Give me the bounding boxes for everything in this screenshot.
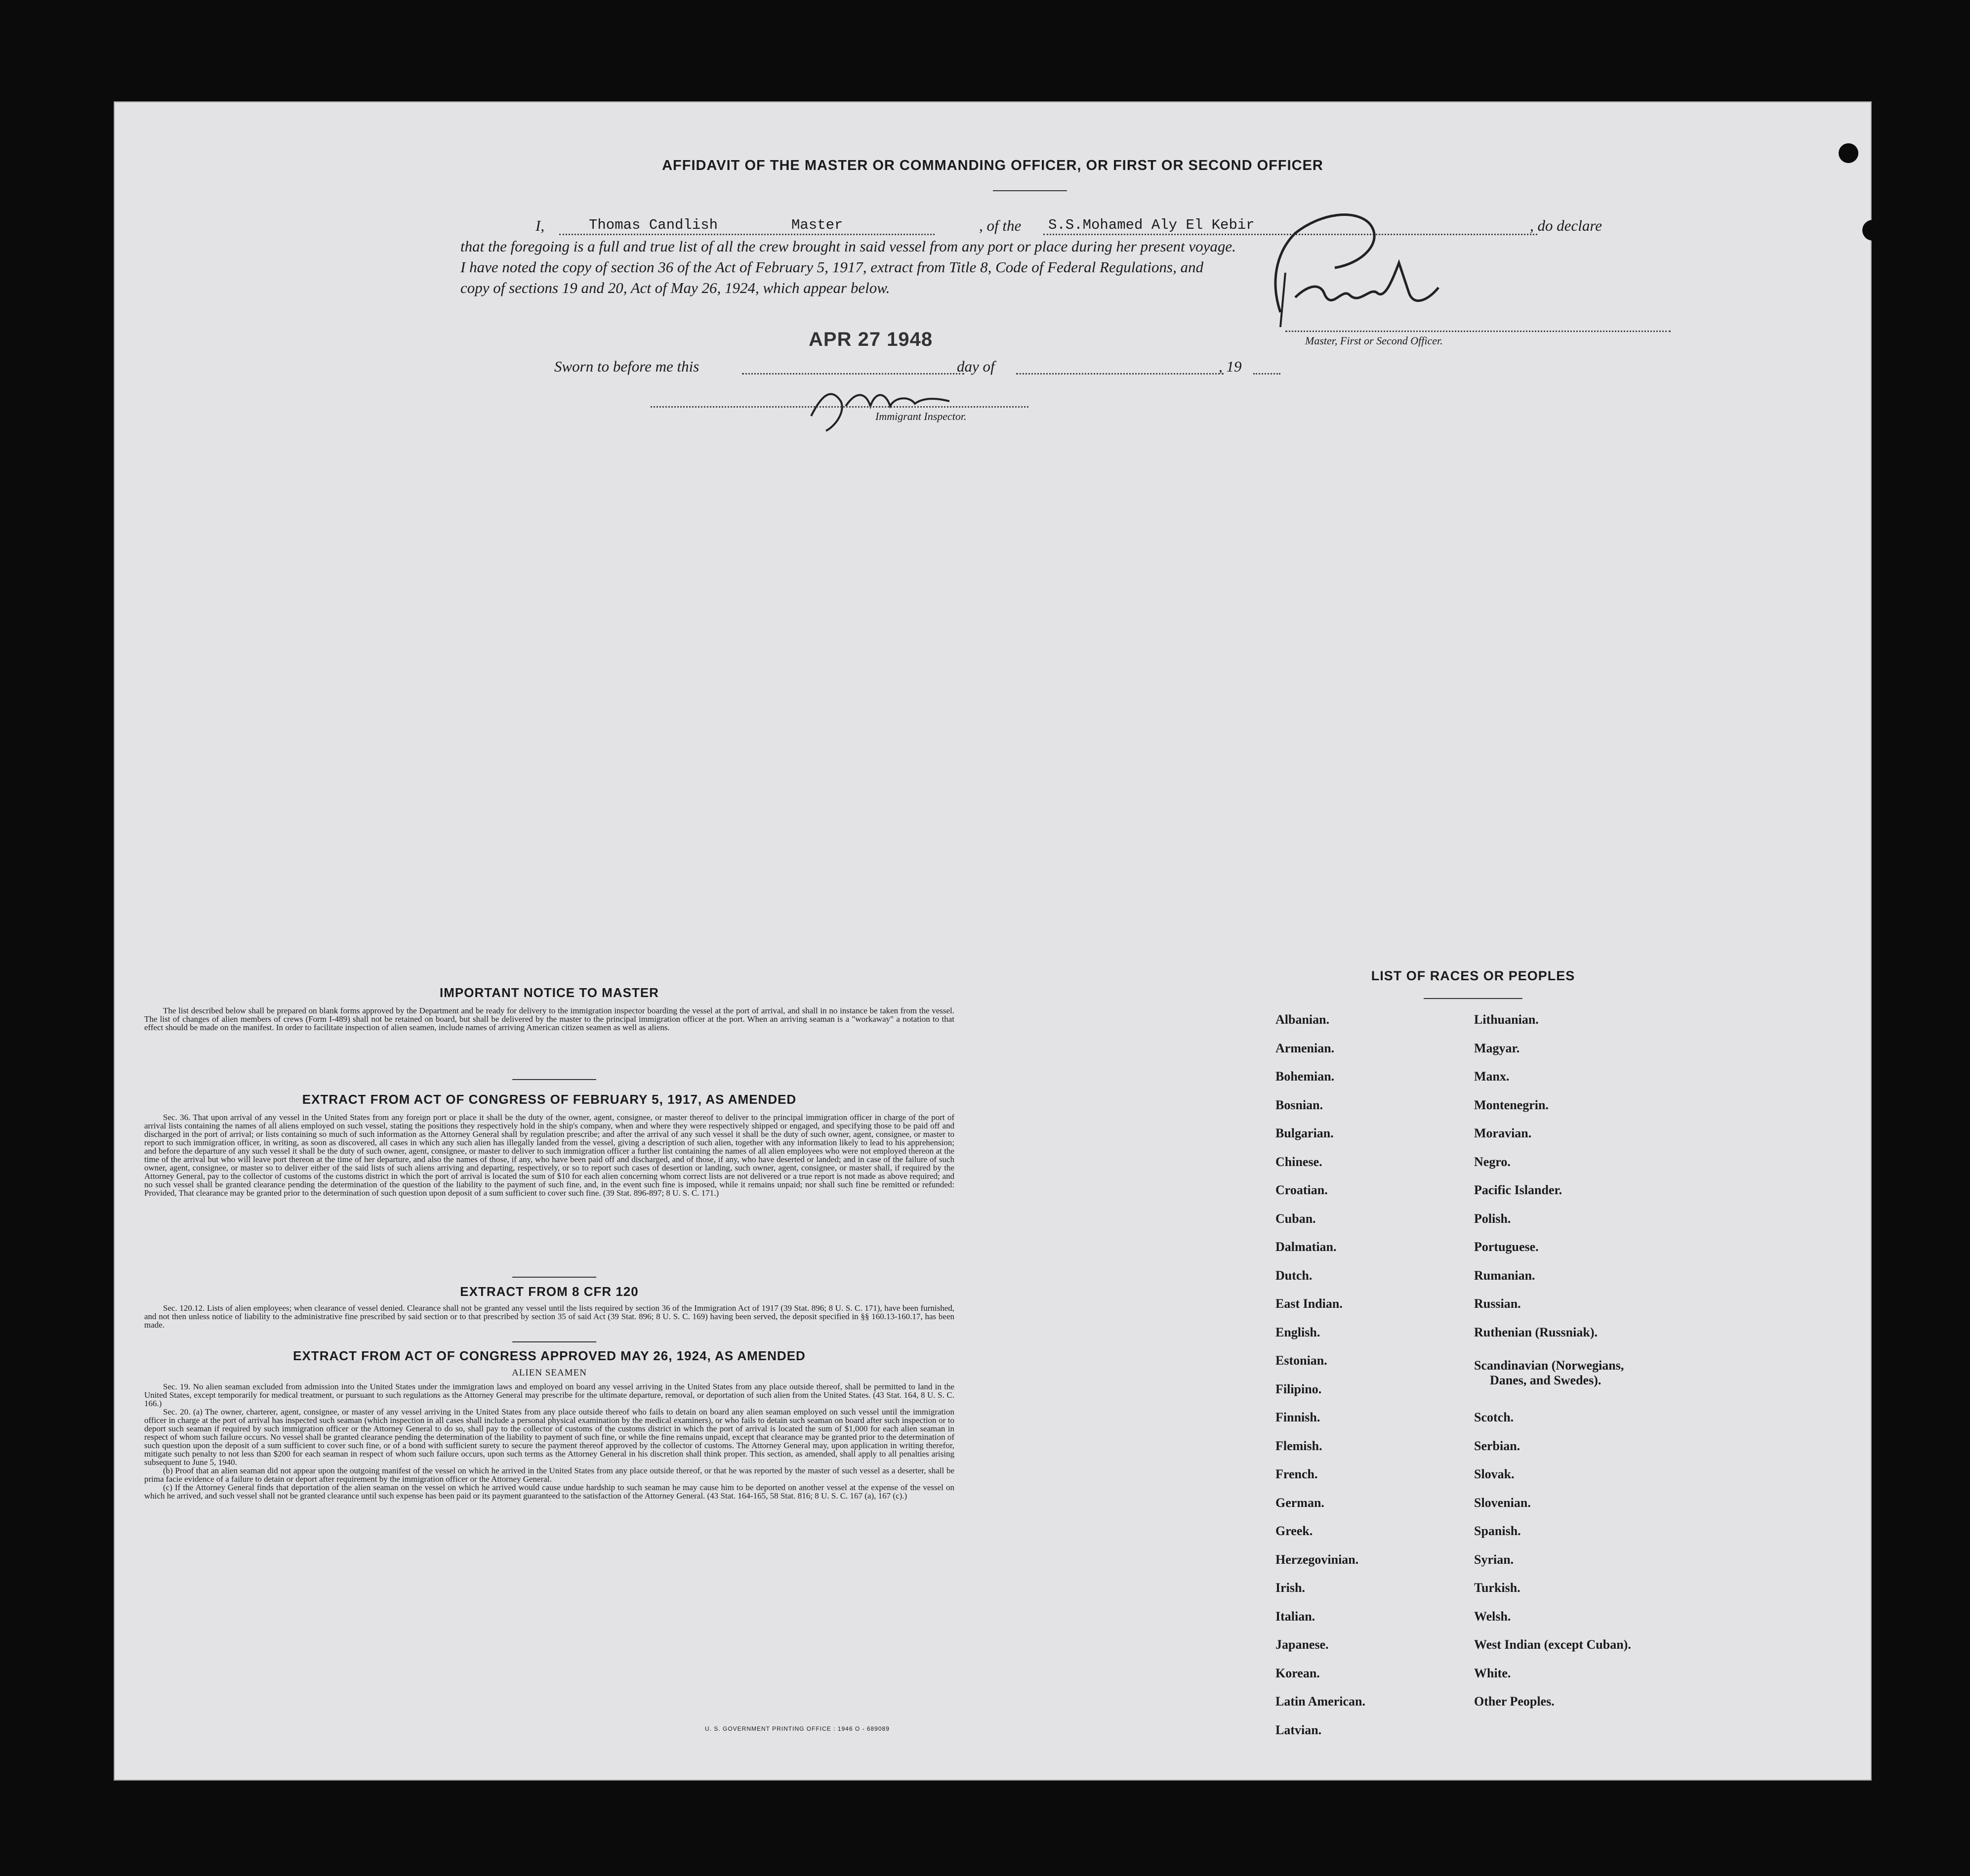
- race-item: Finnish.: [1275, 1410, 1320, 1424]
- master-rank: Master: [791, 217, 843, 233]
- master-signature: [1251, 194, 1458, 337]
- of-the-label: , of the: [979, 217, 1022, 234]
- year-blank: [1253, 373, 1280, 375]
- binder-hole: [1879, 1221, 1902, 1245]
- race-item: Greek.: [1275, 1524, 1313, 1538]
- affidavit-line-2: that the foregoing is a full and true list of all the crew brought in said vessel from any port or place during her present voyage.: [460, 238, 1236, 255]
- race-item: Negro.: [1474, 1154, 1511, 1169]
- form-page: [114, 101, 1872, 1781]
- race-item: Serbian.: [1474, 1438, 1520, 1453]
- race-item: German.: [1275, 1495, 1324, 1510]
- extract-cfr-heading: EXTRACT FROM 8 CFR 120: [460, 1284, 639, 1299]
- sec120-text: Sec. 120.12. Lists of alien employees; when clearance of vessel denied. Clearance shall not be granted any vessel until the lists required by section 36 of the Immigration Act of 1917 (39 Stat. 896; 8 U. S. C. 171), have been furnished, and not then unless notice of liability to the administrative fine prescribed by said section or to that prescribed by section 35 of said Act (39 Stat. 896; 8 U. S. C. 169) having been served, the deposit specified in §§ 160.13-160.17, has been made.: [144, 1303, 954, 1330]
- extract-cfr-rule: [512, 1341, 596, 1342]
- sec20c-text: (c) If the Attorney General finds that deportation of the alien seaman on the vessel on which he arrived would cause undue hardship to such seaman he may cause him to be deported on another vessel at the expense of the vessel on which he arrived, and such vessel shall not be granted clearance until such expense has been paid or its payment guaranteed to the satisfaction of the Attorney General. (43 Stat. 164-165, 58 Stat. 816; 8 U. S. C. 167 (a), 167 (c).): [144, 1483, 954, 1501]
- race-item: Spanish.: [1474, 1524, 1521, 1538]
- inspector-blank: [651, 406, 1028, 408]
- race-item: Syrian.: [1474, 1552, 1514, 1567]
- race-item: Dutch.: [1275, 1268, 1313, 1283]
- race-item: Slovak.: [1474, 1467, 1515, 1481]
- binder-hole: [1880, 247, 1903, 270]
- extract1924-body: [144, 1382, 954, 1500]
- affidavit-line-3: I have noted the copy of section 36 of the Act of February 5, 1917, extract from Title 8, Code of Federal Regulations, and: [460, 258, 1204, 276]
- signature-blank: [1285, 331, 1671, 332]
- race-item: Bosnian.: [1275, 1097, 1323, 1112]
- races-right-column: [1474, 1012, 1631, 1723]
- race-item: Albanian.: [1275, 1012, 1330, 1027]
- race-item: Scandinavian (Norwegians,: [1474, 1358, 1624, 1373]
- race-item: Italian.: [1275, 1609, 1315, 1624]
- race-item: Bohemian.: [1275, 1069, 1335, 1084]
- race-item: Latvian.: [1275, 1722, 1322, 1737]
- race-item: Herzegovinian.: [1275, 1552, 1359, 1567]
- race-item: Croatian.: [1275, 1183, 1328, 1197]
- binder-hole: [1879, 1433, 1902, 1457]
- race-item: Moravian.: [1474, 1126, 1532, 1140]
- race-item: Ruthenian (Russniak).: [1474, 1325, 1598, 1339]
- notice-text: The list described below shall be prepared on blank forms approved by the Department and be ready for delivery to the immigration inspector boarding the vessel at the port of arrival, and shall in no instance be taken from the vessel. The list of changes of alien members of crews (Form I-489) shall not be retained on board, but shall be delivered by the master to the principal immigration officer at the port. When an arriving seaman is a "workaway" a notation to that effect should be made on the manifest. In order to facilitate inspection of alien seamen, include names of arriving American citizen seamen as well as aliens.: [144, 1006, 954, 1032]
- extract1917-heading: EXTRACT FROM ACT OF CONGRESS OF FEBRUARY 5, 1917, AS AMENDED: [302, 1092, 797, 1107]
- race-item: Latin American.: [1275, 1694, 1365, 1709]
- year-label: , 19: [1219, 358, 1242, 375]
- title-rule: [993, 190, 1067, 191]
- extract1917-rule: [512, 1277, 596, 1278]
- binder-hole: [1862, 220, 1883, 241]
- sec20a-text: Sec. 20. (a) The owner, charterer, agent, consignee, or master of any vessel arriving in the United States from any place outside thereof who fails to detain on board any alien seaman employed on such vessel until the immigration officer in charge at the port of arrival has inspected such seaman (which inspection in all cases shall include a personal physical examination by the medical examiners), or who fails to detain such seaman on board after such inspection or to deport such seaman if required by such immigration officer or the Attorney General to do so, shall pay to the collector of customs of the customs district in which the port of arrival is located the sum of $1,000 for each alien seaman in respect of whom such failure occurs. No vessel shall be granted clearance pending the determination of the liability to payment of such fine, or while the fine remains unpaid, except that clearance may be granted prior to the determination of such question upon the deposit of a sum sufficient to cover such fine, or of a bond with sufficient surety to secure the payment thereof approved by the collector of customs. The Attorney General may, upon application in writing therefor, mitigate such penalty to not less than $200 for each seaman in respect of whom such failure occurs, upon such terms as the Attorney General in his discretion shall think proper. This section, as amended, shall apply to all penalties arising subsequent to June 5, 1940.: [144, 1407, 954, 1467]
- sec36-text: Sec. 36. That upon arrival of any vessel in the United States from any foreign port or place it shall be the duty of the owner, agent, consignee, or master thereof to deliver to the principal immigration officer in charge of the port of arrival lists containing the names of all aliens employed on such vessel, stating the positions they respectively hold in the ship's company, when and where they were respectively shipped or engaged, and specifying those to be paid off and discharged in the port of arrival; or lists containing so much of such information as the Attorney General shall by regulation prescribe; and after the arrival of any such vessel it shall be the duty of such owner, agent, consignee, or master to report to such immigration officer, in writing, as soon as discovered, all cases in which any such alien has illegally landed from the vessel, giving a description of such alien, together with any information likely to lead to his apprehension; and before the departure of any such vessel it shall be the duty of such owner, agent, consignee, or master to deliver to such immigration officer a further list containing the names of all alien employees who were not employed thereon at the time of the arrival but who will leave port thereon at the time of her departure, and also the names of those, if any, who have been paid off and discharged, and of those, if any, who have deserted or landed; and in case of the failure of such owner, agent, consignee, or master so to deliver either of the said lists of such aliens arriving and departing, respectively, or so to report such cases of desertion or landing, such owner, agent, consignee, or master shall, if required by the Attorney General, pay to the collector of customs of the customs district in which the port of arrival is located the sum of $10 for each alien concerning whom correct lists are not delivered or a true report is not made as above required; and no such vessel shall be granted clearance pending the determination of the question of the liability to the payment of such fine, and, in the event such fine is imposed, while it remains unpaid; nor shall such fine be remitted or refunded: Provided, That clearance may be granted prior to the determination of such question upon deposit of a sum sufficient to cover such fine. (39 Stat. 896-897; 8 U. S. C. 171.): [144, 1113, 954, 1198]
- date-stamp: APR 27 1948: [809, 329, 933, 350]
- race-item: Filipino.: [1275, 1381, 1322, 1396]
- affidavit-i: I,: [535, 217, 545, 234]
- race-item: Manx.: [1474, 1069, 1510, 1084]
- sworn-label: Sworn to before me this: [554, 358, 699, 375]
- signature-caption: Master, First or Second Officer.: [1305, 334, 1443, 347]
- sec19-text: Sec. 19. No alien seaman excluded from admission into the United States under the immigration laws and employed on board any vessel arriving in the United States from any place outside thereof, shall be permitted to land in the United States, except temporarily for medical treatment, or pursuant to such regulations as the Attorney General may prescribe for the ultimate departure, removal, or deportation of such alien from the United States. (43 Stat. 164, 8 U. S. C. 166.): [144, 1382, 954, 1408]
- race-item: French.: [1275, 1467, 1318, 1481]
- binder-hole: [1879, 332, 1902, 356]
- race-item: White.: [1474, 1666, 1511, 1680]
- alien-seamen-subheading: ALIEN SEAMEN: [512, 1368, 587, 1378]
- race-item: Armenian.: [1275, 1041, 1335, 1055]
- race-item: Russian.: [1474, 1296, 1521, 1311]
- declare-label: , do declare: [1530, 217, 1602, 234]
- race-item: Rumanian.: [1474, 1268, 1535, 1283]
- extract-cfr-body: [144, 1304, 954, 1329]
- race-item: Bulgarian.: [1275, 1126, 1334, 1140]
- race-item: Irish.: [1275, 1581, 1305, 1595]
- notice-body: [144, 1006, 954, 1032]
- races-left-column: [1275, 1012, 1365, 1751]
- affidavit-line-1: [535, 217, 544, 235]
- binder-hole: [1879, 667, 1902, 691]
- printer-imprint: U. S. GOVERNMENT PRINTING OFFICE : 1946 O - 689089: [705, 1725, 890, 1732]
- notice-rule: [512, 1079, 596, 1080]
- race-item: Slovenian.: [1474, 1495, 1531, 1510]
- vessel-name: S.S.Mohamed Aly El Kebir: [1048, 217, 1255, 233]
- race-item: Turkish.: [1474, 1581, 1520, 1595]
- day-of-label: day of: [957, 358, 995, 375]
- race-item: Korean.: [1275, 1666, 1320, 1680]
- race-item: Magyar.: [1474, 1041, 1520, 1055]
- binder-hole: [1879, 1551, 1902, 1575]
- affidavit-line-4: copy of sections 19 and 20, Act of May 26, 1924, which appear below.: [460, 279, 890, 296]
- sworn-day-blank: [742, 373, 964, 375]
- binder-hole: [1879, 1137, 1902, 1161]
- race-item: West Indian (except Cuban).: [1474, 1637, 1631, 1652]
- binder-hole: [1839, 143, 1858, 163]
- notice-heading: IMPORTANT NOTICE TO MASTER: [440, 985, 659, 1000]
- race-item: English.: [1275, 1325, 1320, 1339]
- race-item: Lithuanian.: [1474, 1012, 1539, 1027]
- race-item: Portuguese.: [1474, 1240, 1539, 1254]
- race-item: Japanese.: [1275, 1637, 1329, 1652]
- race-item: Montenegrin.: [1474, 1097, 1549, 1112]
- race-item: Chinese.: [1275, 1154, 1322, 1169]
- race-item: Cuban.: [1275, 1211, 1316, 1226]
- race-item: Flemish.: [1275, 1438, 1322, 1453]
- race-item: Scotch.: [1474, 1410, 1514, 1424]
- race-item: Estonian.: [1275, 1353, 1327, 1368]
- month-blank: [1016, 373, 1224, 375]
- race-item: Welsh.: [1474, 1609, 1511, 1624]
- extract1924-heading: EXTRACT FROM ACT OF CONGRESS APPROVED MAY 26, 1924, AS AMENDED: [293, 1348, 806, 1363]
- race-item: Polish.: [1474, 1211, 1511, 1226]
- race-item: Pacific Islander.: [1474, 1183, 1562, 1197]
- races-rule: [1424, 998, 1522, 999]
- race-item: East Indian.: [1275, 1296, 1343, 1311]
- affidavit-title: AFFIDAVIT OF THE MASTER OR COMMANDING OFFICER, OR FIRST OR SECOND OFFICER: [662, 158, 1323, 173]
- races-heading: LIST OF RACES OR PEOPLES: [1371, 968, 1575, 983]
- binder-hole: [1879, 581, 1902, 604]
- sec20b-text: (b) Proof that an alien seaman did not appear upon the outgoing manifest of the vessel on which he arrived in the United States from any place outside thereof, or that he was reported by the master of such vessel as a deserter, shall be prima facie evidence of a failure to detain or deport after requirement by the immigration officer or the Attorney General.: [144, 1466, 954, 1484]
- extract1917-body: [144, 1113, 954, 1197]
- race-item: Danes, and Swedes).: [1490, 1373, 1601, 1387]
- race-item: Dalmatian.: [1275, 1240, 1337, 1254]
- master-name: Thomas Candlish: [589, 217, 718, 233]
- race-item: Other Peoples.: [1474, 1694, 1555, 1709]
- inspector-caption: Immigrant Inspector.: [875, 410, 967, 422]
- name-blank: [559, 234, 935, 235]
